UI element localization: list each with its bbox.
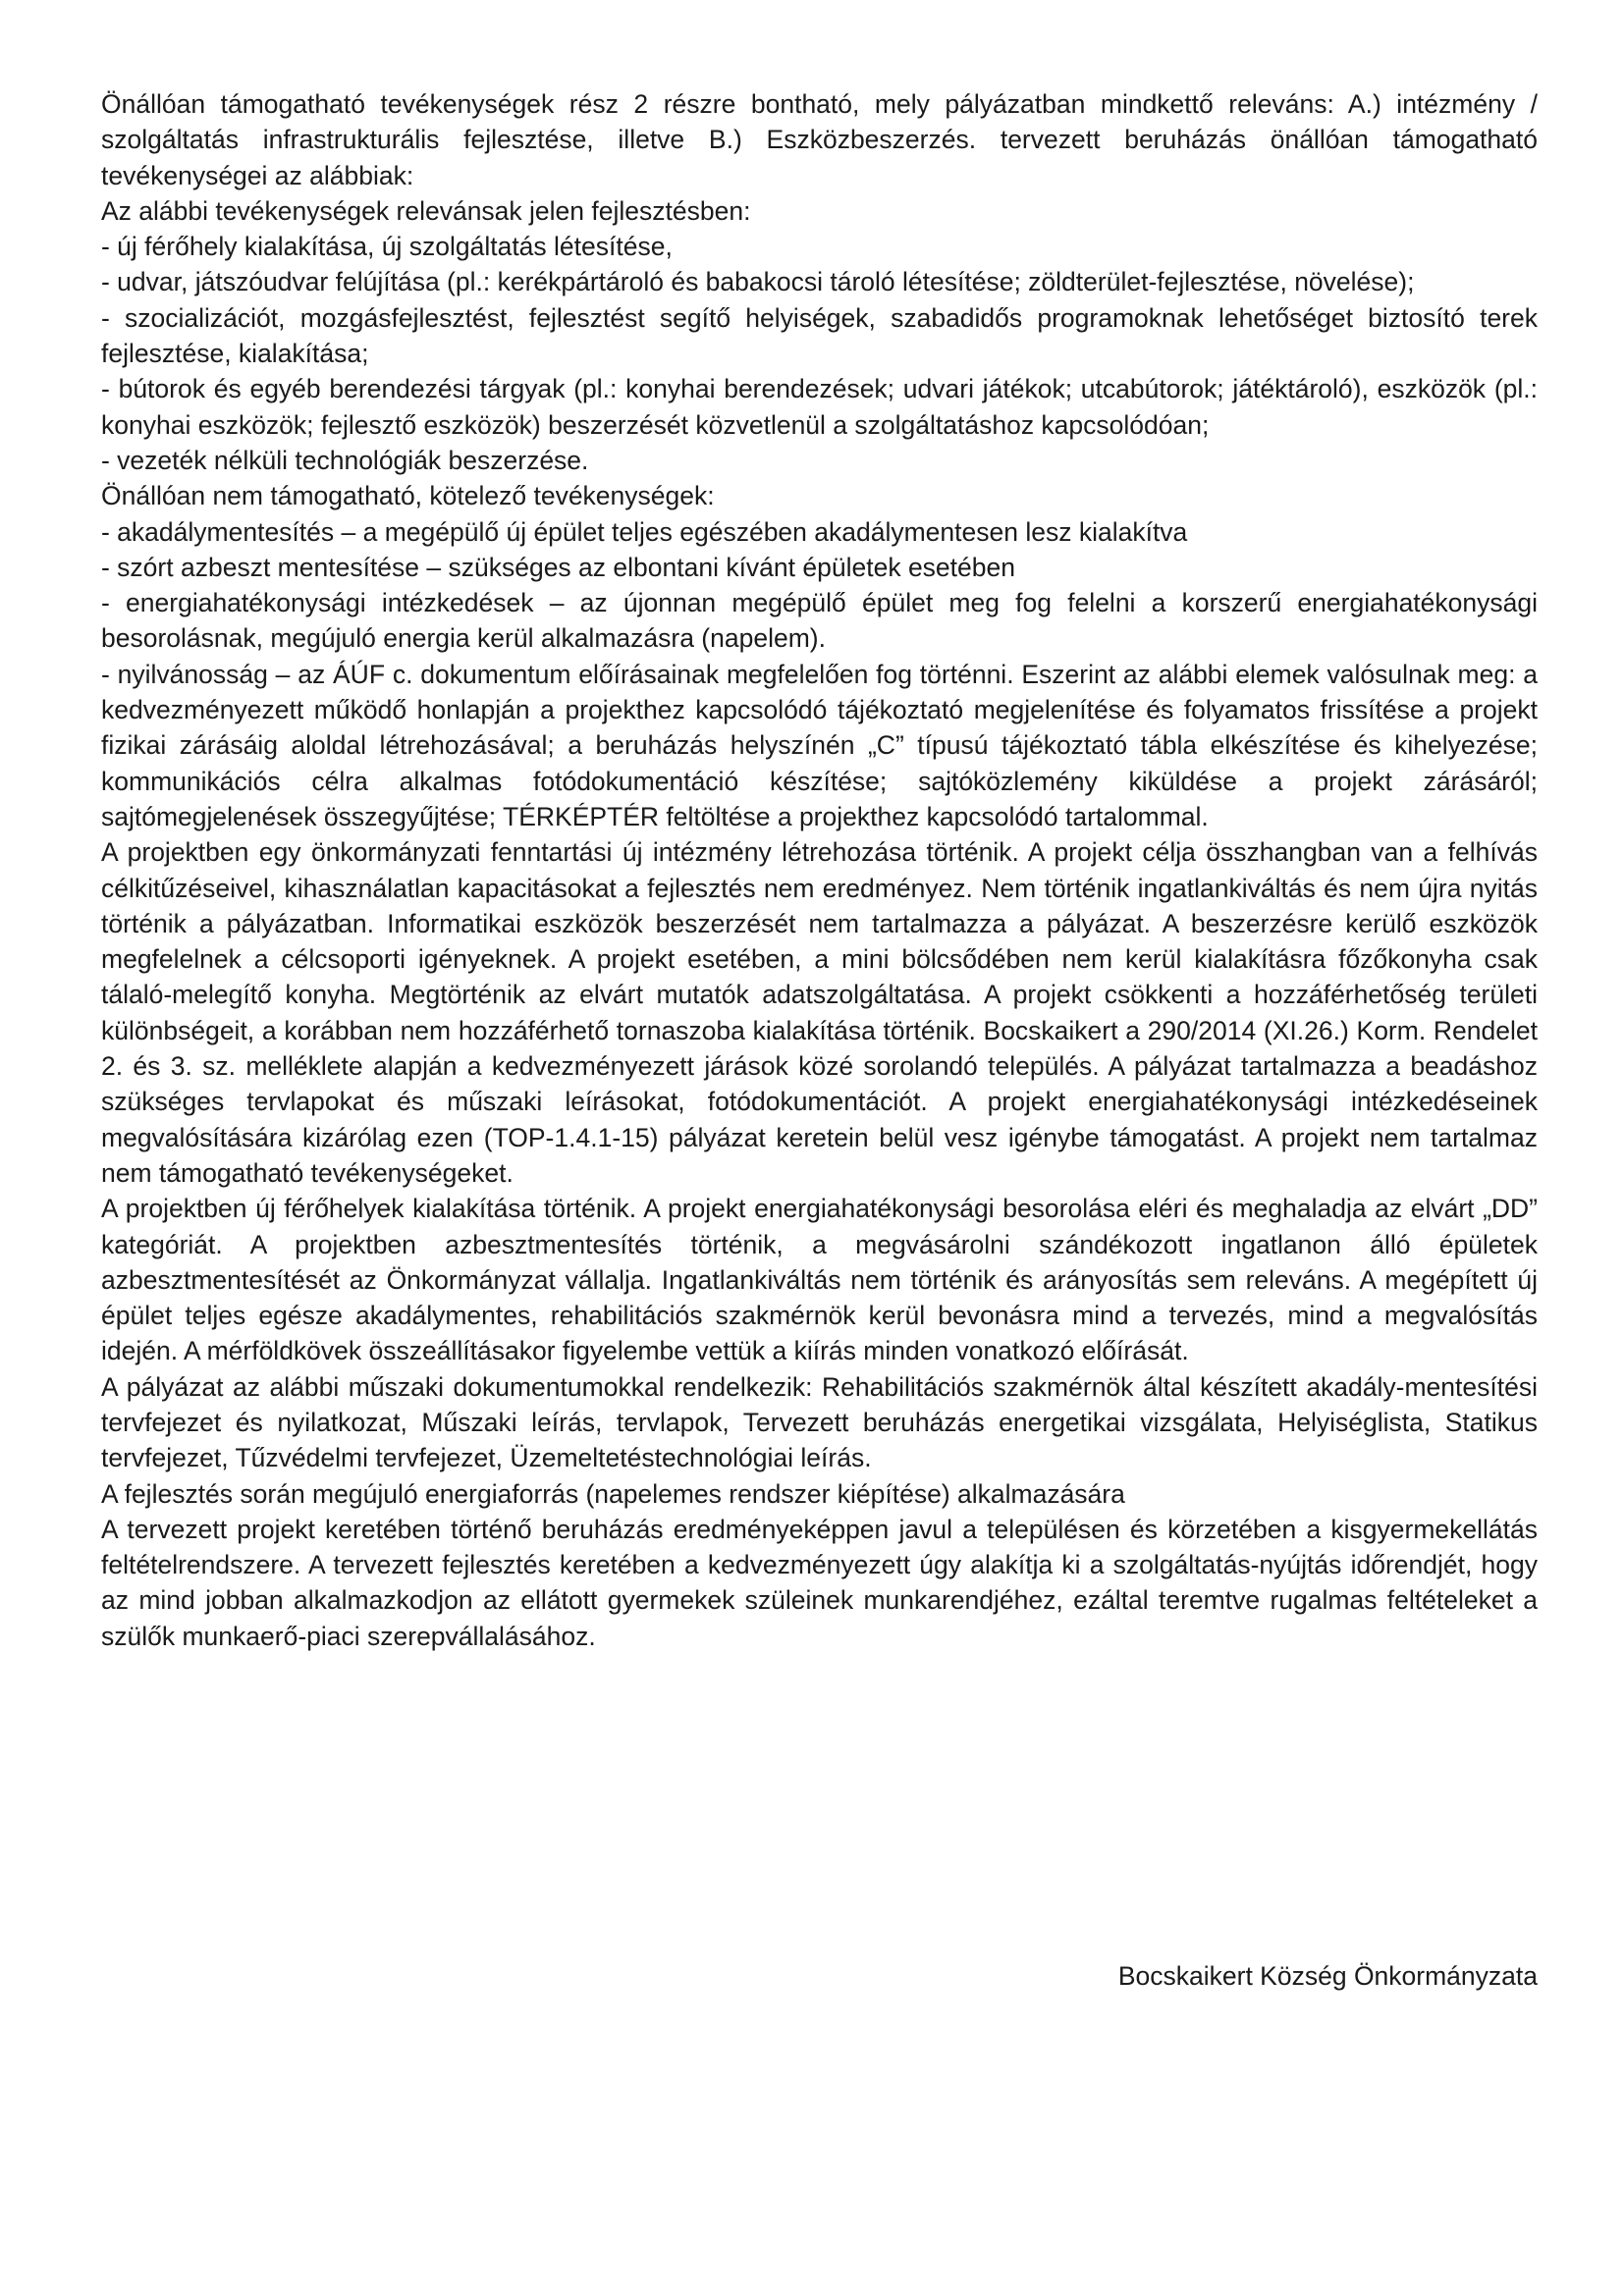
- list-item: - új férőhely kialakítása, új szolgáltatás létesítése,: [101, 232, 673, 262]
- list-item: - udvar, játszóudvar felújítása (pl.: kerékpártároló és babakocsi tároló létesítése; zöldterület-fejlesztése, növelése);: [101, 267, 1415, 297]
- signature: Bocskaikert Község Önkormányzata: [1117, 1961, 1538, 1991]
- list-item: - bútorok és egyéb berendezési tárgyak (pl.: konyhai berendezések; udvari játékok; utcabútorok; játéktároló), eszközök (pl.: konyhai eszközök; fejlesztő eszközök) beszerzését közvetlenül a szolgáltatáshoz kapcsolódóan;: [101, 374, 1538, 440]
- list-item: - szocializációt, mozgásfejlesztést, fejlesztést segítő helyiségek, szabadidős programoknak lehetőséget biztosító terek fejlesztése, kialakítása;: [101, 302, 1538, 369]
- paragraph-new-places: A projektben új férőhelyek kialakítása történik. A projekt energiahatékonysági besorolása eléri és meghaladja az elvárt „DD” kategóriát. A projektben azbesztmentesítés történik, a megvásárolni szándékozott ingatlanon álló épületek azbesztmentesítését az Önkormányzat vállalja. Ingatlankiváltás nem történik és arányosítás sem releváns. A megépített új épület teljes egésze akadálymentes, rehabilitációs szakmérnök kerül bevonásra mind a tervezés, mind a megvalósítás idején. A mérföldkövek összeállításakor figyelembe vettük a kiírás minden vonatkozó előírását.: [101, 1194, 1538, 1366]
- list-item: - nyilvánosság – az ÁÚF c. dokumentum előírásainak megfelelően fog történni. Eszerint az alábbi elemek valósulnak meg: a kedvezményezett működő honlapján a projekthez kapcsolódó tájékoztató megjelenítése és folyamatos frissítése a projekt fizikai zárásáig aloldal létrehozásával; a beruházás helyszínén „C” típusú tájékoztató tábla elkészítése és kihelyezése; kommunikációs célra alkalmas fotódokumentáció készítése; sajtóközlemény kiküldése a projekt zárásáról; sajtómegjelenések összegyűjtése; TÉRKÉPTÉR feltöltése a projekthez kapcsolódó tartalommal.: [101, 659, 1538, 831]
- paragraph-renewable-energy: A fejlesztés során megújuló energiaforrás (napelemes rendszer kiépítése) alkalmazására: [101, 1478, 1125, 1509]
- list-item: - szórt azbeszt mentesítése – szükséges az elbontani kívánt épületek esetében: [101, 552, 1015, 582]
- list-item: - energiahatékonysági intézkedések – az újonnan megépülő épület meg fog felelni a korszerű energiahatékonysági besorolásnak, megújuló energia kerül alkalmazásra (napelem).: [101, 588, 1538, 654]
- paragraph-project-description: A projektben egy önkormányzati fenntartási új intézmény létrehozása történik. A projekt célja összhangban van a felhívás célkitűzéseivel, kihasználatlan kapacitásokat a fejlesztés nem eredményez. Nem történik ingatlankiváltás és nem újra nyitás történik a pályázatban. Informatikai eszközök beszerzését nem tartalmazza a pályázat. A beszerzésre kerülő eszközök megfelelnek a célcsoporti igényeknek. A projekt esetében, a mini bölcsődében nem kerül kialakításra főzőkonyha csak tálaló-melegítő konyha. Megtörténik az elvárt mutatók adatszolgáltatása. A projekt csökkenti a hozzáférhetőség területi különbségeit, a korábban nem hozzáférhető tornaszoba kialakítása történik. Bocskaikert a 290/2014 (XI.26.) Korm. Rendelet 2. és 3. sz. melléklete alapján a kedvezményezett járások közé sorolandó település. A pályázat tartalmazza a beadáshoz szükséges tervlapokat és műszaki leírásokat, fotódokumentációt. A projekt energiahatékonysági intézkedéseinek megvalósítására kizárólag ezen (TOP-1.4.1-15) pályázat keretein belül vesz igénybe támogatást. A projekt nem tartalmaz nem támogatható tevékenységeket.: [101, 837, 1538, 1188]
- list-item: - akadálymentesítés – a megépülő új épület teljes egészében akadálymentesen lesz kialakítva: [101, 516, 1188, 547]
- document-body: [101, 86, 1538, 1654]
- paragraph-mandatory-heading: Önállóan nem támogatható, kötelező tevékenységek:: [101, 481, 715, 511]
- paragraph-outcome: A tervezett projekt keretében történő beruházás eredményeképpen javul a településen és körzetében a kisgyermekellátás feltételrendszere. A tervezett fejlesztés keretében a kedvezményezett úgy alakítja ki a szolgáltatás-nyújtás időrendjét, hogy az mind jobban alkalmazkodjon az ellátott gyermekek szüleinek munkarendjéhez, ezáltal teremtve rugalmas feltételeket a szülők munkaerő-piaci szerepvállalásához.: [101, 1514, 1538, 1651]
- paragraph-technical-documents: A pályázat az alábbi műszaki dokumentumokkal rendelkezik: Rehabilitációs szakmérnök által készített akadály-mentesítési tervfejezet és nyilatkozat, Műszaki leírás, tervlapok, Tervezett beruházás energetikai vizsgálata, Helyiséglista, Statikus tervfejezet, Tűzvédelmi tervfejezet, Üzemeltetéstechnológiai leírás.: [101, 1371, 1538, 1473]
- list-item: - vezeték nélküli technológiák beszerzése.: [101, 445, 589, 475]
- paragraph-intro: Önállóan támogatható tevékenységek rész 2 részre bontható, mely pályázatban mindkettő releváns: A.) intézmény / szolgáltatás infrastrukturális fejlesztése, illetve B.) Eszközbeszerzés. tervezett beruházás önállóan támogatható tevékenységei az alábbiak:: [101, 89, 1538, 190]
- paragraph-relevant-heading: Az alábbi tevékenységek relevánsak jelen fejlesztésben:: [101, 195, 751, 226]
